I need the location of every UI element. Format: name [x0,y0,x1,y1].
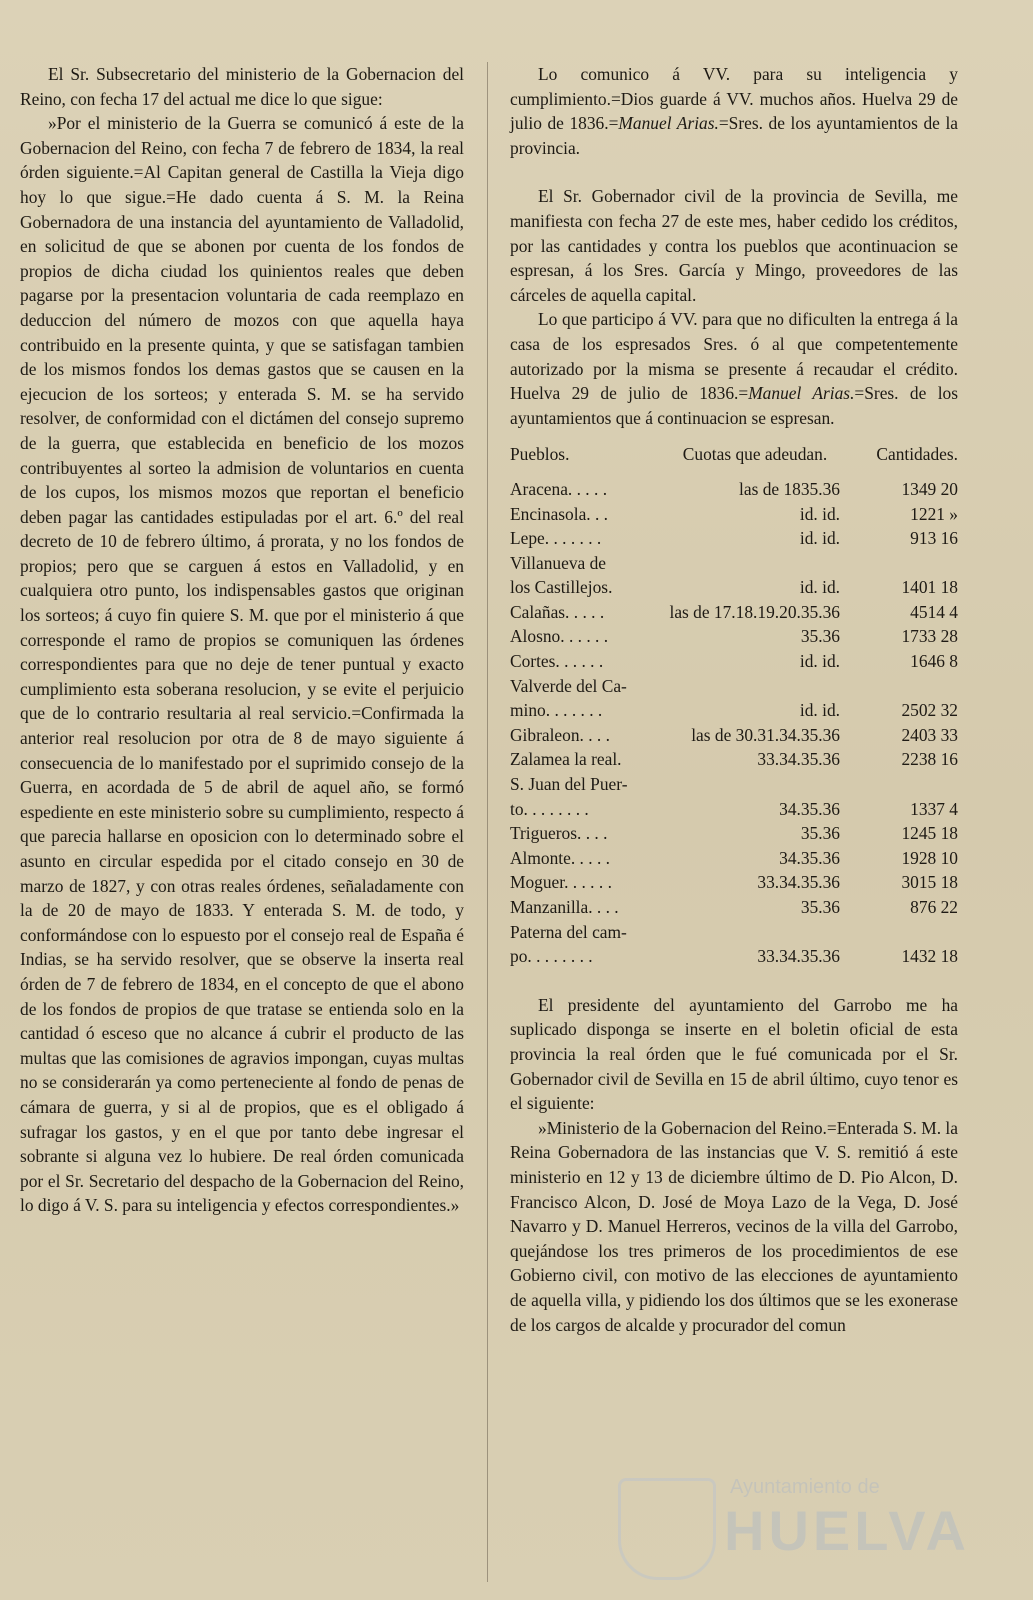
cell-cuotas: id. id. [799,577,840,598]
table-row [510,551,958,576]
cell-pueblo: los Castillejos. [510,577,613,598]
left-column [20,62,464,1218]
cell-cantidad: 4514 4 [910,601,958,622]
table-row [510,895,958,920]
cell-pueblo: Manzanilla. . . . [510,897,619,917]
cell-pueblo: Encinasola. . . [510,503,609,524]
table-row [510,846,958,871]
cell-cuotas: 33.34.35.36 [757,749,840,770]
cell-pueblo: Valverde del Ca- [510,675,627,696]
cell-cuotas: las de 17.18.19.20.35.36 [669,601,840,622]
cell-cantidad: 1221 » [910,503,958,524]
cell-pueblo: Aracena. . . . . [510,478,608,499]
cell-cuotas: las de 1835.36 [739,478,840,499]
table-row [510,821,958,846]
cell-pueblo: mino. . . . . . . [510,700,603,721]
watermark-small-text: Ayuntamiento de [730,1476,880,1498]
table-row [510,649,958,674]
cell-pueblo: Calañas. . . . . [510,601,605,622]
cuotas-table [510,436,958,968]
cell-cuotas: id. id. [799,651,840,672]
cell-cantidad: 2238 16 [901,749,958,770]
shield-icon [618,1478,716,1580]
notice-text-2: =Sres. de los ayuntamientos de la provincia. [510,113,958,158]
cell-cuotas: 33.34.35.36 [757,946,840,967]
cell-cantidad: 876 22 [910,897,958,917]
cell-cuotas: id. id. [799,528,840,549]
intro-paragraph: El Sr. Subsecretario del ministerio de la Gobernacion del Reino, con fecha 17 del actual me dice lo que sigue: [20,64,464,109]
table-row [510,772,958,797]
cell-cuotas: 34.35.36 [779,847,840,868]
signature-manuel-arias: Manuel Arias. [618,113,719,134]
ministerio-paragraph: »Ministerio de la Gobernacion del Reino.=Enterada S. M. la Reina Gobernadora de las instancias que V. S. remitió á este ministerio en 12 y 13 de diciembre último de D. Pio Alcon, D. Francisco Alcon, D. José de Moya Lazo de la Vega, D. José Navarro y D. Manuel Herreros, vecinos de la villa del Garrobo, quejándose los tres primeros de los procedimientos de ese Gobierno civil, con motivo de las elecciones de ayuntamiento de aquella villa, y pidiendo los dos últimos que se les exonerase de los cargos de alcalde y procurador del comun [510,1117,958,1335]
cell-cantidad: 2502 32 [901,700,958,721]
cell-cantidad: 3015 18 [901,872,958,893]
table-row [510,747,958,772]
cell-cantidad: 1928 10 [901,847,958,868]
cell-cuotas [660,674,850,699]
cell-cuotas: id. id. [799,503,840,524]
table-row [510,920,958,945]
cell-pueblo: Lepe. . . . . . . [510,528,602,549]
huelva-notice-paragraph [510,62,958,160]
cell-pueblo: Zalamea la real. [510,749,622,770]
spacer [510,969,958,993]
participo-paragraph [510,307,958,430]
table-row [510,870,958,895]
table-row [510,797,958,822]
cell-pueblo: Villanueva de [510,552,607,573]
spacer [510,160,958,184]
cell-cuotas: 35.36 [800,626,840,647]
cell-cuotas: 35.36 [800,823,840,844]
cell-cantidad: 913 16 [910,528,958,549]
table-header-row [510,436,958,477]
cell-pueblo: S. Juan del Puer- [510,774,628,795]
cell-cuotas: las de 30.31.34.35.36 [691,724,840,745]
table-row [510,526,958,551]
watermark-big-text: HUELVA [724,1499,970,1562]
participo-text-2: =Sres. de los ayuntamientos que á continuacion se espresan. [510,383,959,428]
cell-cantidad: 1432 18 [901,946,958,967]
cell-cuotas: id. id. [799,700,840,721]
participo-text-1: Lo que participo á VV. para que no dificulten la entrega á la casa de los espresados Sres. ó al que competentemente autorizado por la misma se presente á recaudar el crédito. Huelva 29 de julio de 1836.= [510,309,958,404]
header-pueblos: Pueblos. [510,444,570,465]
cell-cantidad: 1337 4 [910,798,958,819]
cell-pueblo: Almonte. . . . . [510,847,610,868]
notice-text-1: Lo comunico á VV. para su inteligencia y cumplimiento.=Dios guarde á VV. muchos años. Huelva 29 de julio de 1836.= [510,64,958,134]
cell-pueblo: Gibraleon. . . . [510,724,610,745]
cell-cuotas: 34.35.36 [779,798,840,819]
cell-pueblo: po. . . . . . . . [510,946,593,967]
table-row [510,502,958,527]
table-row [510,723,958,748]
cell-pueblo: Trigueros. . . . [510,823,608,844]
garrobo-paragraph: El presidente del ayuntamiento del Garrobo me ha suplicado disponga se inserte en el boletin oficial de esta provincia la real órden que le fué comunicada por el Sr. Gobernador civil de Sevilla en 15 de abril último, cuyo tenor es el siguiente: [510,994,958,1114]
cell-cantidad: 2403 33 [901,724,958,745]
cell-cantidad [850,551,958,576]
cell-pueblo: Alosno. . . . . . [510,626,609,647]
cell-cuotas [660,920,850,945]
cell-pueblo: to. . . . . . . . [510,798,589,819]
table-row [510,477,958,502]
cell-cantidad: 1646 8 [910,651,958,672]
table-row [510,600,958,625]
cell-cantidad [850,920,958,945]
cell-cantidad: 1245 18 [901,823,958,844]
cell-cuotas: 33.34.35.36 [757,872,840,893]
header-cantidades: Cantidades. [876,444,958,465]
column-divider [487,62,488,1582]
table-row [510,698,958,723]
cell-cantidad [850,674,958,699]
sevilla-credits-paragraph: El Sr. Gobernador civil de la provincia de Sevilla, me manifiesta con fecha 27 de este mes, haber cedido los créditos, por las cantidades y contra los pueblos que acontinuacion se espresan, á los Sres. García y Mingo, proveedores de las cárceles de aquella capital. [510,186,958,305]
signature-manuel-arias-2: Manuel Arias. [748,383,855,404]
cell-cuotas: 35.36 [800,897,840,917]
table-row [510,575,958,600]
cell-pueblo: Moguer. . . . . . [510,872,612,893]
header-cuotas: Cuotas que adeudan. [682,444,828,465]
cell-cantidad: 1349 20 [901,478,958,499]
cell-cuotas [660,551,850,576]
cell-cantidad [850,772,958,797]
cell-cantidad: 1401 18 [901,577,958,598]
ayuntamiento-huelva-watermark [612,1470,970,1580]
cell-pueblo: Cortes. . . . . . [510,651,604,672]
table-row [510,624,958,649]
cell-pueblo: Paterna del cam- [510,921,627,942]
cell-cuotas [660,772,850,797]
royal-order-paragraph: »Por el ministerio de la Guerra se comunicó á este de la Gobernacion del Reino, con fecha 7 de febrero de 1834, la real órden siguiente.=Al Capitan general de Castilla la Vieja digo hoy lo que sigue.=He dado cuenta á S. M. la Reina Gobernadora de una instancia del ayuntamiento de Valladolid, en solicitud de que se abonen por cuenta de los fondos de propios de dicha ciudad los quinientos reales que deben pagarse por la presentacion voluntaria de cada reemplazo en deduccion del número de mozos con que aquella haya contribuido en la presente quinta, y que se satisfagan tambien de los mismos fondos los demas gastos que se causen en la ejecucion de los sorteos; y enterada S. M. se ha servido resolver, de conformidad con el dictámen del consejo supremo de la guerra, que establecida en beneficio de los mozos contribuyentes al sorteo la admision de voluntarios en cuenta de los cupos, los mismos mozos que reportan el beneficio deben pagar las cantidades estipuladas por el art. 6.º del real decreto de 10 de febrero último, á prorata, y no los fondos de propios; pero que se carguen á estos en Valladolid, y en cualquiera otro punto, los indispensables gastos que originan los sorteos; á cuyo fin quiere S. M. que por el ministerio á que corresponde el ramo de propios se comuniquen las órdenes correspondientes para que no deje de tener puntual y exacto cumplimiento esta soberana resolucion, y se evite el perjuicio que de lo contrario resultaria al real servicio.=Confirmada la anterior real resolucion por otra de 8 de mayo siguiente á consecuencia de lo manifestado por el suprimido consejo de la Guerra, en acordada de 5 de abril de aquel año, se formó espediente en este ministerio sobre su cumplimiento, respecto á que parecia hallarse en oposicion con lo determinado sobre el asunto en circular espedida por el citado consejo en 30 de marzo de 1827, y con otras reales órdenes, señaladamente con la de 20 de mayo de 1833. Y enterada S. M. de todo, y conformándose con lo espuesto por el consejo real de España é Indias, se ha servido resolver, que se observe la inserta real órden de 7 de febrero de 1834, en el concepto de que el abono de los fondos de propios de que tratase se entienda solo en la cantidad ó esceso que no alcance á cubrir el producto de las multas que las comisiones de agravios impongan, cuyas multas no se considerarán ya como perteneciente al fondo de penas de cámara de guerra, y si al de propios, que es el obligado á sufragar los gastos, y en el que por tanto debe ingresar el sobrante si alguna vez lo hubiere. De real órden comunicada por el Sr. Secretario del despacho de la Gobernacion del Reino, lo digo á V. S. para su inteligencia y efectos correspondientes.» [20,113,464,1216]
right-column [510,62,958,1337]
table-row [510,944,958,969]
table-row [510,674,958,699]
table-body [510,477,958,969]
cell-cantidad: 1733 28 [901,626,958,647]
